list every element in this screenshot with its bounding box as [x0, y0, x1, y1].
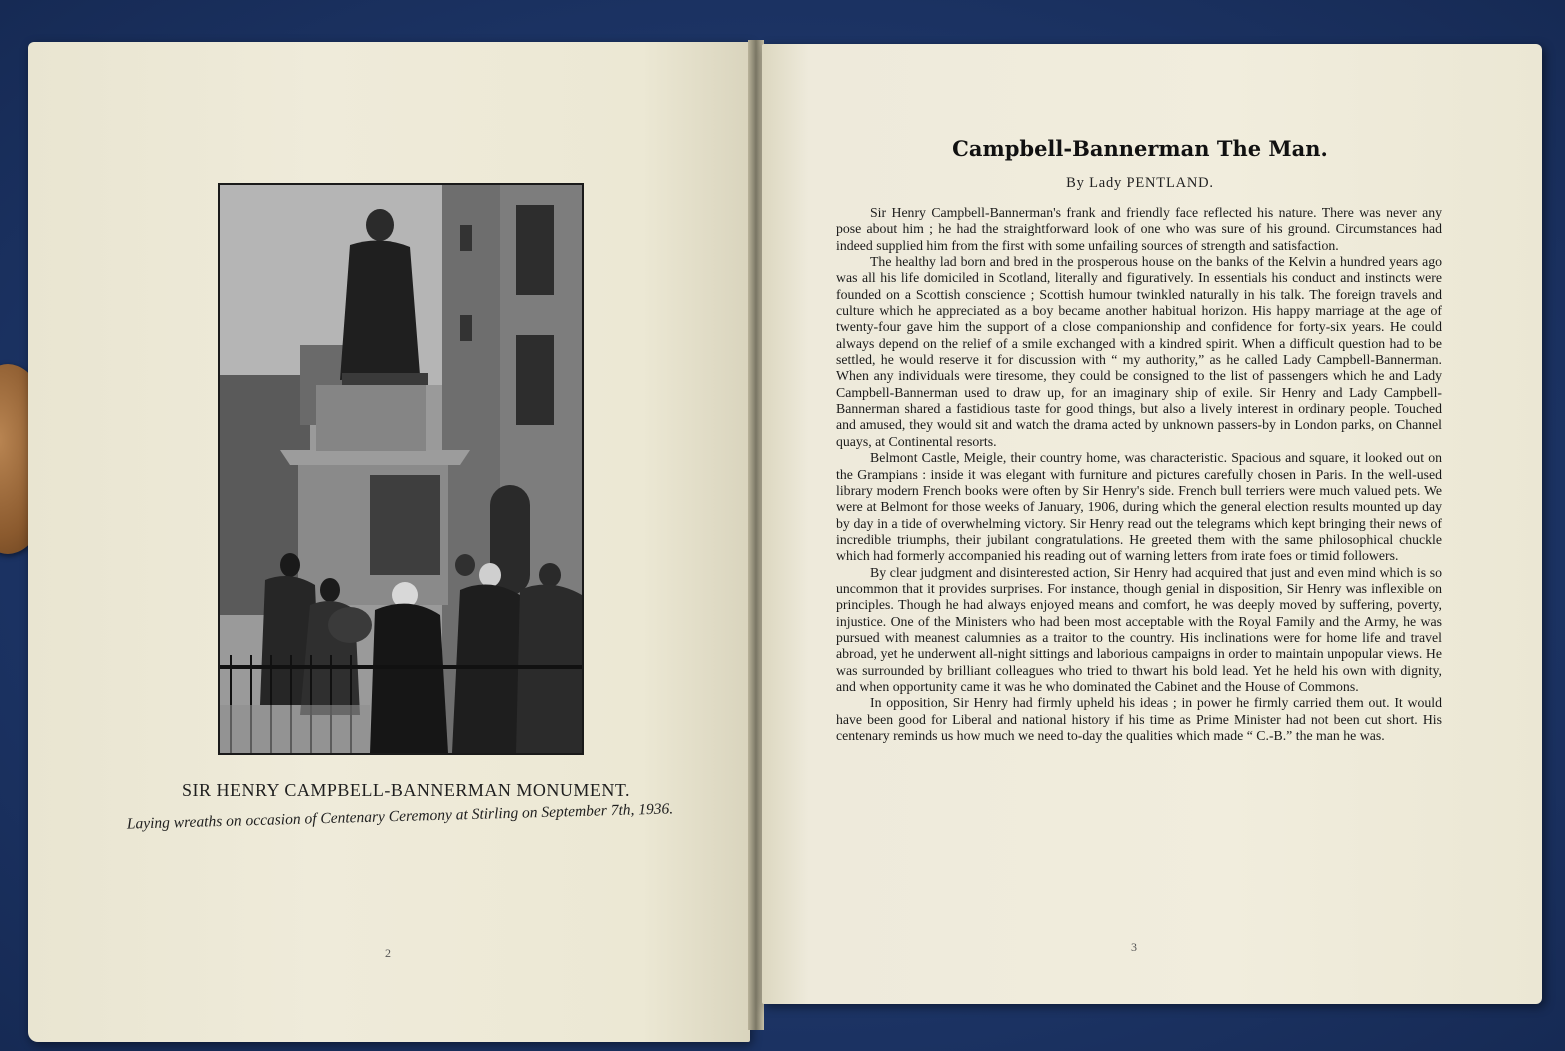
photo-caption-title: SIR HENRY CAMPBELL-BANNERMAN MONUMENT.	[181, 780, 631, 800]
article-paragraph: By clear judgment and disinterested action, Sir Henry had acquired that just and even mind which is so uncommon that it provides surprises. For instance, though genial in disposition, Sir Henry was inflexible on principles. Though he had always enjoyed means and comfort, he was deeply moved by suffering, poverty, injustice. One of the Ministers who had been most acceptable with the Royal Family and the Army, he was pursued with meanest calumnies as a traitor to the country. His inclinations were for home life and travel abroad, yet he underwent all-night sittings and laborious campaigns in order to maintain unpopular views. He was surrounded by brilliant colleagues who tried to thwart his bold lead. Yet he held his own with dignity, and when opportunity came it was he who dominated the Cabinet and the House of Commons.	[836, 564, 1442, 694]
article-title: Campbell-Bannerman The Man.	[952, 136, 1328, 161]
article-paragraph: The healthy lad born and bred in the prosperous house on the banks of the Kelvin a hundred years ago was all his life domiciled in Scotland, literally and figuratively. In essentials his conduct and instincts were founded on a Scottish conscience ; Scottish humour twinkled naturally in his talk. The foreign travels and culture which he appreciated as a boy became another habitual horizon. His happy marriage at the age of twenty-four gave him the support of a close companionship and confidence for forty-six years. He could always depend on the relief of a smile exchanged with a kindred spirit. When a difficult question had to be settled, he would reserve it for discussion with “ my authority,” as he called Lady Campbell-Bannerman. When any individuals were tiresome, they could be consigned to the list of passengers which he and Lady Campbell-Bannerman used to draw up, for an imaginary ship of exile. Sir Henry and Lady Campbell-Bannerman shared a fastidious taste for good things, but also a lively interest in ordinary people. Touched and amused, they would sit and watch the drama acted by unknown passers-by in London parks, on Channel quays, at Continental resorts.	[836, 254, 1442, 449]
article-byline: By Lady PENTLAND.	[1066, 175, 1214, 191]
page-number-right: 3	[1131, 940, 1137, 954]
article-paragraph: In opposition, Sir Henry had firmly upheld his ideas ; in power he firmly carried them out. It would have been good for Liberal and national history if his time as Prime Minister had not been cut short. His centenary reminds us how much we need to-day the qualities which made “ C.-B.” the man he was.	[836, 695, 1442, 743]
page-number-left: 2	[385, 946, 391, 960]
article-body	[836, 205, 1442, 744]
article-paragraph: Belmont Castle, Meigle, their country home, was characteristic. Spacious and square, it looked out on the Grampians : inside it was elegant with furniture and pictures carefully chosen in Paris. In the well-used library modern French books were often by Sir Henry's side. French bull terriers were much valued pets. We were at Belmont for those weeks of January, 1906, during which the general election results mounted up day by day in a tide of overwhelming victory. Sir Henry read out the telegrams which kept bringing their news of incredible triumphs, their jubilant congratulations. He greeted them with the same philosophical chuckle which had formerly accompanied his reading out of warning letters from irate foes or timid followers.	[836, 450, 1442, 564]
photo-caption-subtitle: Laying wreaths on occasion of Centenary Ceremony at Stirling on September 7th, 1936.	[126, 800, 674, 833]
monument-photo	[218, 183, 584, 755]
article-paragraph: Sir Henry Campbell-Bannerman's frank and friendly face reflected his nature. There was never any pose about him ; he had the straightforward look of one who was sure of his ground. Circumstances had indeed supplied him from the first with some unfailing sources of strength and satisfaction.	[836, 205, 1442, 253]
